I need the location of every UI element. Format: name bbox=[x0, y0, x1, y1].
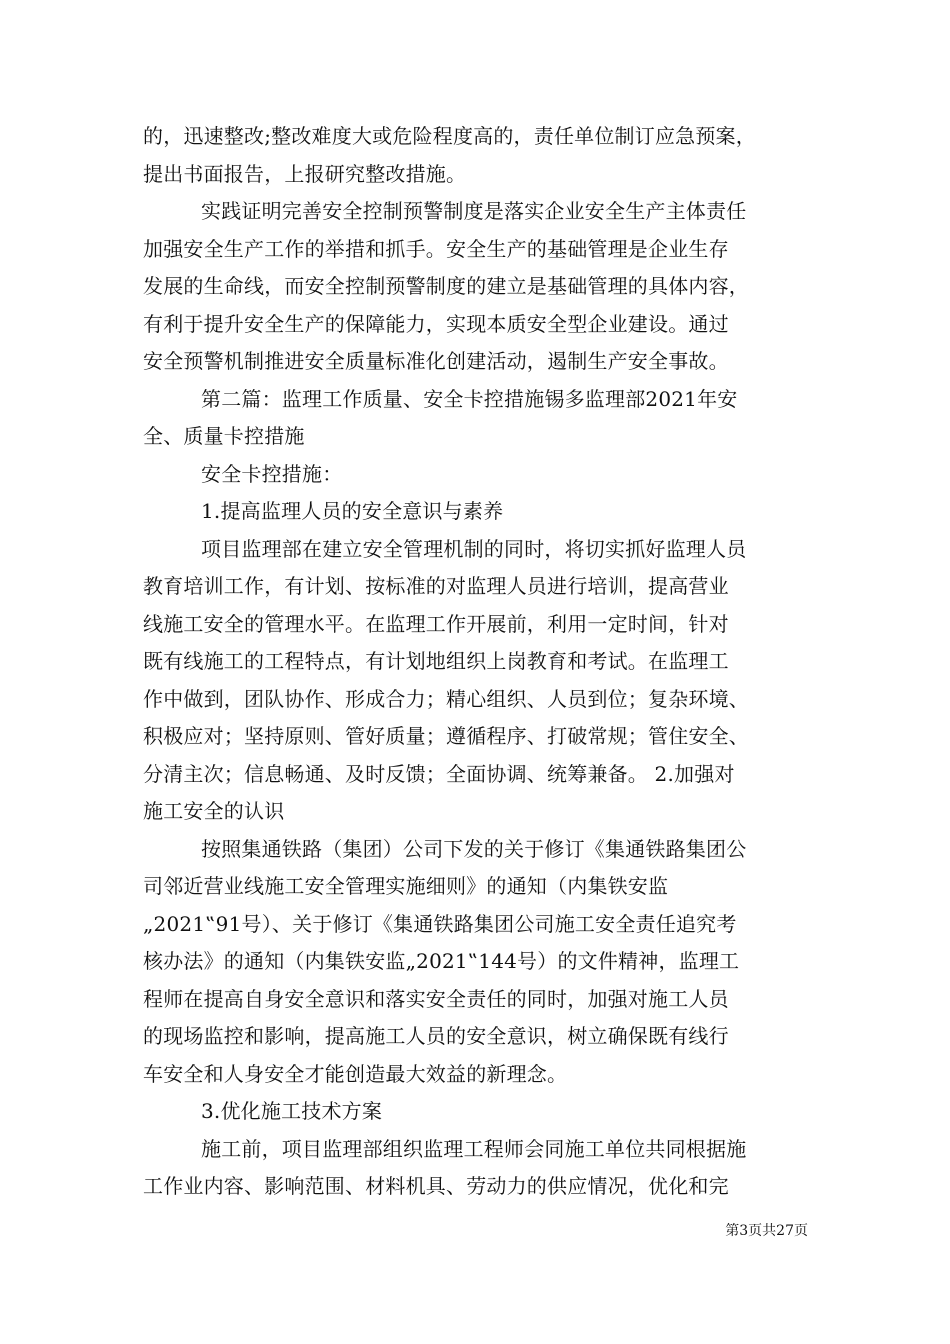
page-number: 第3页共27页 bbox=[725, 1223, 808, 1239]
text-line: 教育培训工作，有计划、按标准的对监理人员进行培训，提高营业 bbox=[143, 574, 729, 598]
text-line: 司邻近营业线施工安全管理实施细则》的通知（内集铁安监 bbox=[143, 874, 669, 898]
text-line: 作中做到，团队协作、形成合力；精心组织、人员到位；复杂环境、 bbox=[143, 686, 749, 711]
text-line: 分清主次；信息畅通、及时反馈；全面协调、统筹兼备。 2.加强对 bbox=[143, 761, 735, 786]
text-line: 发展的生命线，而安全控制预警制度的建立是基础管理的具体内容， bbox=[143, 274, 749, 298]
text-line: 核办法》的通知（内集铁安监„2021‟144号）的文件精神，监理工 bbox=[143, 949, 740, 973]
text-line: 车安全和人身安全才能创造最大效益的新理念。 bbox=[143, 1061, 568, 1086]
paragraph-start: 实践证明完善安全控制预警制度是落实企业安全生产主体责任 bbox=[201, 199, 747, 223]
text-line: 的现场监控和影响，提高施工人员的安全意识，树立确保既有线行 bbox=[143, 1024, 729, 1048]
text-line: 线施工安全的管理水平。在监理工作开展前，利用一定时间，针对 bbox=[143, 611, 729, 636]
text-line: 既有线施工的工程特点，有计划地组织上岗教育和考试。在监理工 bbox=[143, 649, 729, 673]
text-line: 加强安全生产工作的举措和抓手。安全生产的基础管理是企业生存 bbox=[143, 236, 729, 261]
text-line: 施工安全的认识 bbox=[143, 799, 285, 823]
numbered-heading: 3.优化施工技术方案 bbox=[201, 1099, 383, 1123]
numbered-heading: 1.提高监理人员的安全意识与素养 bbox=[201, 499, 504, 523]
paragraph-start: 施工前，项目监理部组织监理工程师会同施工单位共同根据施 bbox=[201, 1136, 747, 1161]
text-line: 的，迅速整改;整改难度大或危险程度高的，责任单位制订应急预案， bbox=[143, 124, 756, 148]
text-line: 提出书面报告，上报研究整改措施。 bbox=[143, 161, 467, 186]
section-heading: 第二篇：监理工作质量、安全卡控措施锡多监理部2021年安 bbox=[201, 386, 738, 411]
text-line: „2021‟91号）、关于修订《集通铁路集团公司施工安全责任追究考 bbox=[143, 911, 737, 936]
document-body bbox=[143, 118, 808, 1206]
text-line: 安全预警机制推进安全质量标准化创建活动，遏制生产安全事故。 bbox=[143, 349, 729, 373]
text-line: 工作业内容、影响范围、材料机具、劳动力的供应情况，优化和完 bbox=[143, 1174, 729, 1198]
paragraph-start: 项目监理部在建立安全管理机制的同时，将切实抓好监理人员 bbox=[201, 536, 747, 561]
text-line: 积极应对；坚持原则、管好质量；遵循程序、打破常规；管住安全、 bbox=[143, 724, 749, 748]
text-line: 有利于提升安全生产的保障能力，实现本质安全型企业建设。通过 bbox=[143, 311, 729, 336]
text-line: 程师在提高自身安全意识和落实安全责任的同时，加强对施工人员 bbox=[143, 986, 729, 1011]
paragraph-start: 按照集通铁路（集团）公司下发的关于修订《集通铁路集团公 bbox=[201, 836, 747, 861]
subheading: 安全卡控措施： bbox=[201, 461, 343, 486]
section-heading-continued: 全、质量卡控措施 bbox=[143, 424, 305, 448]
